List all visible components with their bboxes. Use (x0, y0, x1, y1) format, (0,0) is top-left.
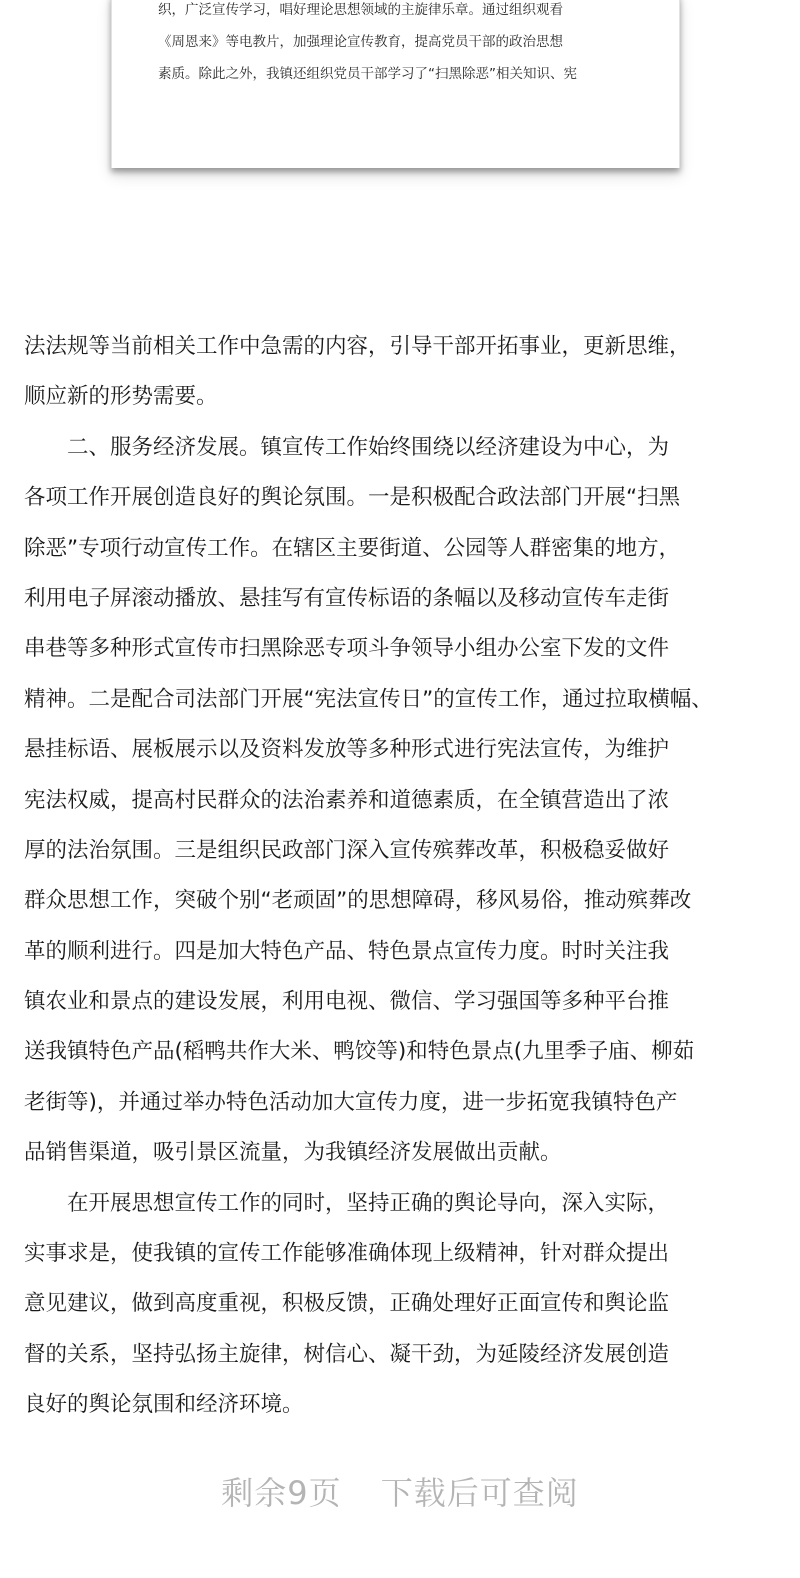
preview-text-block (158, 0, 638, 90)
body-line: 送我镇特色产品(稻鸭共作大米、鸭饺等)和特色景点(九里季子庙、柳茹 (24, 1039, 695, 1065)
body-line: 老街等)，并通过举办特色活动加大宣传力度，进一步拓宽我镇特色产 (24, 1089, 678, 1115)
body-line: 镇农业和景点的建设发展，利用电视、微信、学习强国等多种平台推 (24, 989, 670, 1015)
body-line: 良好的舆论氛围和经济环境。 (24, 1392, 304, 1418)
download-to-view-label: 下载后可查阅 (380, 1474, 579, 1512)
body-line: 利用电子屏滚动播放、悬挂写有宣传标语的条幅以及移动宣传车走街 (24, 585, 670, 611)
body-line: 串巷等多种形式宣传市扫黑除恶专项斗争领导小组办公室下发的文件 (24, 636, 670, 662)
body-line: 悬挂标语、展板展示以及资料发放等多种形式进行宪法宣传，为维护 (24, 737, 670, 763)
body-line: 二、服务经济发展。镇宣传工作始终围绕以经济建设为中心，为 (24, 434, 670, 460)
remaining-pages-prompt[interactable] (0, 1468, 800, 1514)
body-line: 品销售渠道，吸引景区流量，为我镇经济发展做出贡献。 (24, 1140, 562, 1166)
body-line: 在开展思想宣传工作的同时，坚持正确的舆论导向，深入实际， (24, 1190, 670, 1216)
preview-line: 素质。除此之外，我镇还组织党员干部学习了“扫黑除恶”相关知识、宪 (158, 66, 577, 82)
preview-line: 《周恩来》等电教片，加强理论宣传教育，提高党员干部的政治思想 (158, 34, 563, 50)
body-line: 革的顺利进行。四是加大特色产品、特色景点宣传力度。时时关注我 (24, 938, 670, 964)
body-line: 除恶”专项行动宣传工作。在辖区主要街道、公园等人群密集的地方， (24, 535, 681, 561)
body-line: 群众思想工作，突破个别“老顽固”的思想障碍，移风易俗，推动殡葬改 (24, 888, 692, 914)
body-line: 督的关系，坚持弘扬主旋律，树信心、凝干劲，为延陵经济发展创造 (24, 1341, 670, 1367)
body-line: 厚的法治氛围。三是组织民政部门深入宣传殡葬改革，积极稳妥做好 (24, 837, 670, 863)
body-line: 顺应新的形势需要。 (24, 384, 218, 410)
body-line: 精神。二是配合司法部门开展“宪法宣传日”的宣传工作，通过拉取横幅、 (24, 686, 713, 712)
previous-page-preview (111, 0, 680, 168)
remaining-pages-label: 剩余9页 (221, 1474, 342, 1512)
body-line: 各项工作开展创造良好的舆论氛围。一是积极配合政法部门开展“扫黑 (24, 485, 681, 511)
body-line: 宪法权威，提高村民群众的法治素养和道德素质，在全镇营造出了浓 (24, 787, 670, 813)
document-body (24, 322, 776, 1431)
body-line: 实事求是，使我镇的宣传工作能够准确体现上级精神，针对群众提出 (24, 1241, 670, 1267)
body-line: 意见建议，做到高度重视，积极反馈，正确处理好正面宣传和舆论监 (24, 1291, 670, 1317)
preview-line: 织，广泛宣传学习，唱好理论思想领域的主旋律乐章。通过组织观看 (158, 2, 563, 18)
body-line: 法法规等当前相关工作中急需的内容，引导干部开拓事业，更新思维， (24, 334, 691, 359)
